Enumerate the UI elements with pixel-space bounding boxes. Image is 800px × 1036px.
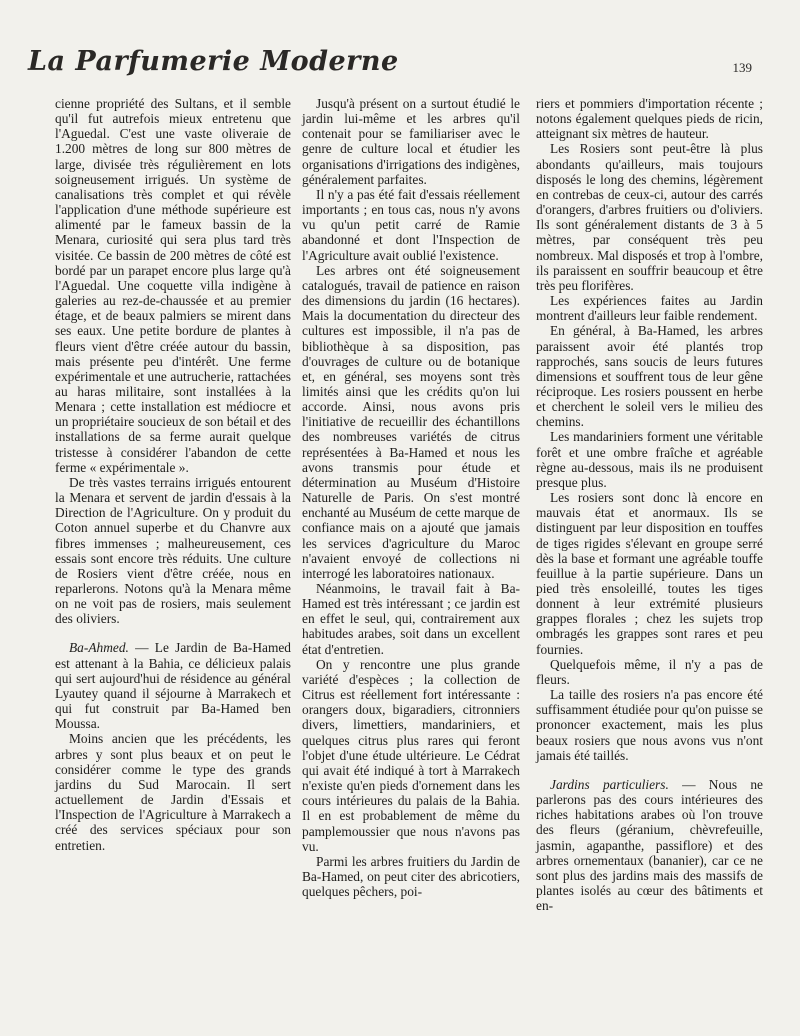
section-heading: Ba-Ahmed. — [69, 640, 129, 656]
text-column-3 — [536, 96, 763, 913]
paragraph — [302, 263, 520, 581]
paragraph-text: Néanmoins, le travail fait à Ba-Hamed est très intéressant ; ce jardin est en effet le seul, qui, contrairement aux habitudes arabes, soit dans un excellent état d'entretien. — [302, 581, 520, 657]
paragraph — [55, 640, 291, 731]
paragraph — [536, 429, 763, 490]
paragraph — [302, 96, 520, 187]
masthead: La Parfumerie Moderne — [28, 46, 399, 77]
paragraph — [302, 187, 520, 263]
paragraph — [302, 657, 520, 854]
paragraph — [55, 731, 291, 852]
paragraph — [302, 581, 520, 657]
paragraph — [536, 777, 763, 913]
paragraph — [536, 490, 763, 657]
paragraph-text: Parmi les arbres fruitiers du Jardin de Ba-Hamed, on peut citer des abricotiers, quelques pêchers, poi- — [302, 853, 520, 900]
paragraph-text: Moins ancien que les précédents, les arbres y sont plus beaux et on peut le considérer comme le type des grands jardins du Sud Marocain. Il sert actuellement de Jardin d'Essais et l'Inspection de l'Agriculture à Marrakech a créé des services spéciaux pour son entretien. — [55, 731, 291, 853]
paragraph — [536, 293, 763, 323]
paragraph — [536, 141, 763, 293]
paragraph-text: On y rencontre une plus grande variété d'espèces ; la collection de Citrus est réellement fort intéressante : orangers doux, bigaradiers, citronniers divers, limettiers, mandariniers, et quelques citrus plus rares qui feront l'objet d'une étude ultérieure. Le Cédrat qui avait été indiqué à tort à Marrakech n'existe qu'en pieds d'ornement dans les cours intérieures du palais de la Bahia. Il en est probablement de même du pamplemoussier que nous n'avons pas vu. — [302, 656, 520, 854]
paragraph-text: De très vastes terrains irrigués entourent la Menara et servent de jardin d'essais à la Direction de l'Agriculture. On y produit du Coton annuel superbe et du Chanvre aux fibres immenses ; malheureusement, ces essais sont encore très réduits. Une culture de Rosiers vient d'être créée, nous en reparlerons. Notons qu'à la Menara même on ne voit pas de rosiers, mais seulement des oliviers. — [55, 474, 291, 627]
paragraph — [536, 323, 763, 429]
paragraph — [302, 854, 520, 899]
paragraph — [536, 96, 763, 141]
paragraph-text: Les arbres ont été soigneusement catalogués, travail de patience en raison des dimensions du jardin (16 hectares). Mais la documentation du directeur des cultures est impossible, il n'a pas de bibliothèque à sa disposition, pas d'ouvrages de culture ou de botanique et, en général, ses moyens sont très limités ainsi que les crédits qu'on lui accorde. Ainsi, nous avons pris l'initiative de recueillir des échantillons des nombreuses variétés de citrus représentées à Ba-Hamed et nous les avons transmis pour étude et détermination au Muséum d'Histoire Naturelle de Paris. On s'est montré enchanté au Muséum de cette marque de confiance mais on a ajouté que jamais les services d'agriculture du Maroc n'avaient envoyé de collections ni interrogé les laboratoires nationaux. — [302, 262, 520, 581]
text-column-1 — [55, 96, 291, 853]
paragraph-text: — Nous ne parlerons pas des cours intérieures des riches habitations arabes où l'on trouve des fleurs (géranium, chèvrefeuille, jasmin, agapanthe, passiflore) et des arbres ornementaux (bananier), car ce ne sont plus des jardins mais des massifs de plantes isolés au cœur des bâtiments et en- — [536, 776, 763, 914]
paragraph — [55, 475, 291, 627]
paragraph-text: Quelquefois même, il n'y a pas de fleurs. — [536, 656, 763, 687]
text-column-2 — [302, 96, 520, 899]
paragraph-text: Les mandariniers forment une véritable forêt et une ombre fraîche et agréable règne au-dessous, mais ils ne produisent presque plus. — [536, 429, 763, 490]
paragraph-text: Jusqu'à présent on a surtout étudié le jardin lui-même et les arbres qu'il contenait pour se familiariser avec le genre de culture local et étudier les organisations d'irrigations des indigènes, généralement parfaites. — [302, 96, 520, 187]
paragraph-text: Les expériences faites au Jardin montrent d'ailleurs leur faible rendement. — [536, 293, 763, 324]
paragraph — [55, 96, 291, 475]
section-heading: Jardins particuliers. — [550, 776, 669, 792]
paragraph — [536, 657, 763, 687]
paragraph — [536, 687, 763, 763]
paragraph-text: Les rosiers sont donc là encore en mauvais état et anormaux. Ils se distinguent par leur disposition en touffes de tiges rigides s'élevant en groupe serré dès la base et formant une agréable touffe feuillue à la partie supérieure. Dans un pied très ensoleillé, toutes les tiges donnent à leur extrémité plusieurs grappes florales ; chez les sujets trop ombragés les grappes sont rares et peu fournies. — [536, 490, 763, 657]
paragraph-text: En général, à Ba-Hamed, les arbres paraissent avoir été plantés trop rapprochés, sans soucis de leurs futures dimensions et souffrent tous de leur gêne réciproque. Les rosiers poussent en herbe et cherchent le soleil vers le milieu des chemins. — [536, 323, 763, 430]
paragraph-text: La taille des rosiers n'a pas encore été suffisamment étudiée pour qu'on puisse se prononcer exactement, mais les plus beaux rosiers que nous avons vus n'ont jamais été taillés. — [536, 687, 763, 763]
paragraph-text: cienne propriété des Sultans, et il semble qu'il fut autrefois mieux entretenu que l'Aguedal. C'est une vaste oliveraie de 1.200 mètres de long sur 800 mètres de large, divisée très régulièrement en lots soigneusement irrigués. Un système de canalisations très complet et qui révèle l'application d'une méthode supérieure est alimenté par le fameux bassin de la Menara, curiosité qui sera plus tard très visitée. Ce bassin de 200 mètres de côté est bordé par un parapet encore plus large qu'à l'Aguedal. Une coquette villa indigène à galeries au rez-de-chaussée et au premier étage, et de beaux palmiers se mirent dans ses eaux. Une petite bordure de plantes à fleurs vient d'être créée autour du bassin, mais présente peu d'intérêt. Une ferme expérimentale et une autrucherie, rattachées au haras militaire, sont installées à la Menara ; cette installation est médiocre et un propriétaire soucieux de son bétail et des installations de sa ferme aurait quelque tristesse à considérer l'abandon de cette ferme « expérimentale ». — [55, 96, 291, 475]
paragraph-text: Les Rosiers sont peut-être là plus abondants qu'ailleurs, mais toujours disposés le long des chemins, légèrement en contrebas de ceux-ci, autour des carrés d'orangers, d'arbres fruitiers ou d'oliviers. Ils sont généralement distants de 3 à 5 mètres, par conséquent très peu nombreux. Mal disposés et trop à l'ombre, ils paraissent en souffrir beaucoup et être très peu florifères. — [536, 141, 763, 293]
paragraph-text: Il n'y a pas été fait d'essais réellement importants ; en tous cas, nous n'y avons vu qu'un petit carré de Ramie abandonné et dont l'Inspection de l'Agriculture avait oublié l'existence. — [302, 186, 520, 263]
page-number: 139 — [732, 60, 752, 75]
paragraph-text: — Le Jardin de Ba-Hamed est attenant à la Bahia, ce délicieux palais qui sert aujourd'hui de résidence au général Lyautey quand il séjourne à Marrakech et qui fut construit par Ba-Hamed ben Moussa. — [55, 640, 291, 732]
paragraph-text: riers et pommiers d'importation récente ; notons également quelques pieds de ricin, atteignant six mètres de hauteur. — [536, 96, 763, 142]
